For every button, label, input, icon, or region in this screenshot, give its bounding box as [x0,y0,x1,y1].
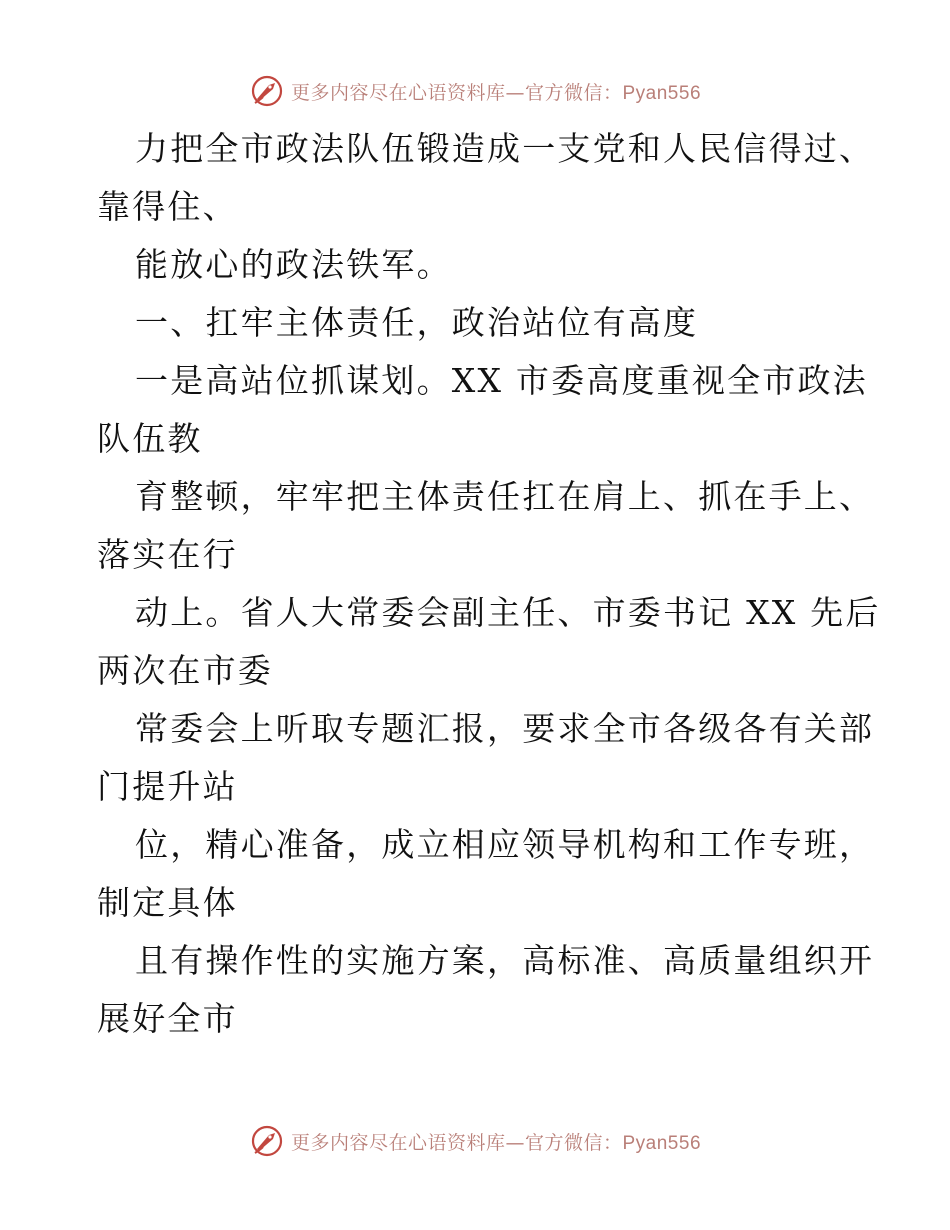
watermark-text [291,1128,701,1155]
watermark-text [291,78,701,105]
body-text-line: 靠得住、 [97,187,238,226]
watermark-header [0,69,950,113]
watermark-main-text: 更多内容尽在心语资料库—官方微信： [290,81,623,104]
body-text-line: 门提升站 [97,767,238,806]
body-text-line: 能放心的政法铁军。 [135,245,452,284]
body-text-line: 位，精心准备，成立相应领导机构和工作专班， [135,825,875,864]
watermark-wechat-id: Pyan556 [622,1132,702,1154]
body-text-line: 队伍教 [97,419,203,458]
body-text-line: 落实在行 [97,535,238,574]
watermark-wechat-id: Pyan556 [622,82,702,104]
watermark-main-text: 更多内容尽在心语资料库—官方微信： [290,1131,623,1154]
body-text-line: 力把全市政法队伍锻造成一支党和人民信得过、 [135,129,875,168]
body-text-line: 展好全市 [97,999,238,1038]
pen-nib-logo-icon [249,1123,285,1159]
body-text-line: 常委会上听取专题汇报，要求全市各级各有关部 [135,709,875,748]
body-text-line: 动上。省人大常委会副主任、市委书记 XX 先后 [135,593,881,632]
body-text-line: 制定具体 [97,883,238,922]
watermark-footer [0,1119,950,1163]
body-text-line: 一是高站位抓谋划。XX 市委高度重视全市政法 [135,361,868,400]
pen-nib-logo-icon [249,73,285,109]
body-text-line: 育整顿，牢牢把主体责任扛在肩上、抓在手上、 [135,477,875,516]
body-text-line: 且有操作性的实施方案，高标准、高质量组织开 [135,941,875,980]
body-text-line: 一、扛牢主体责任，政治站位有高度 [135,303,699,342]
document-body [97,120,881,1048]
body-text-line: 两次在市委 [97,651,273,690]
